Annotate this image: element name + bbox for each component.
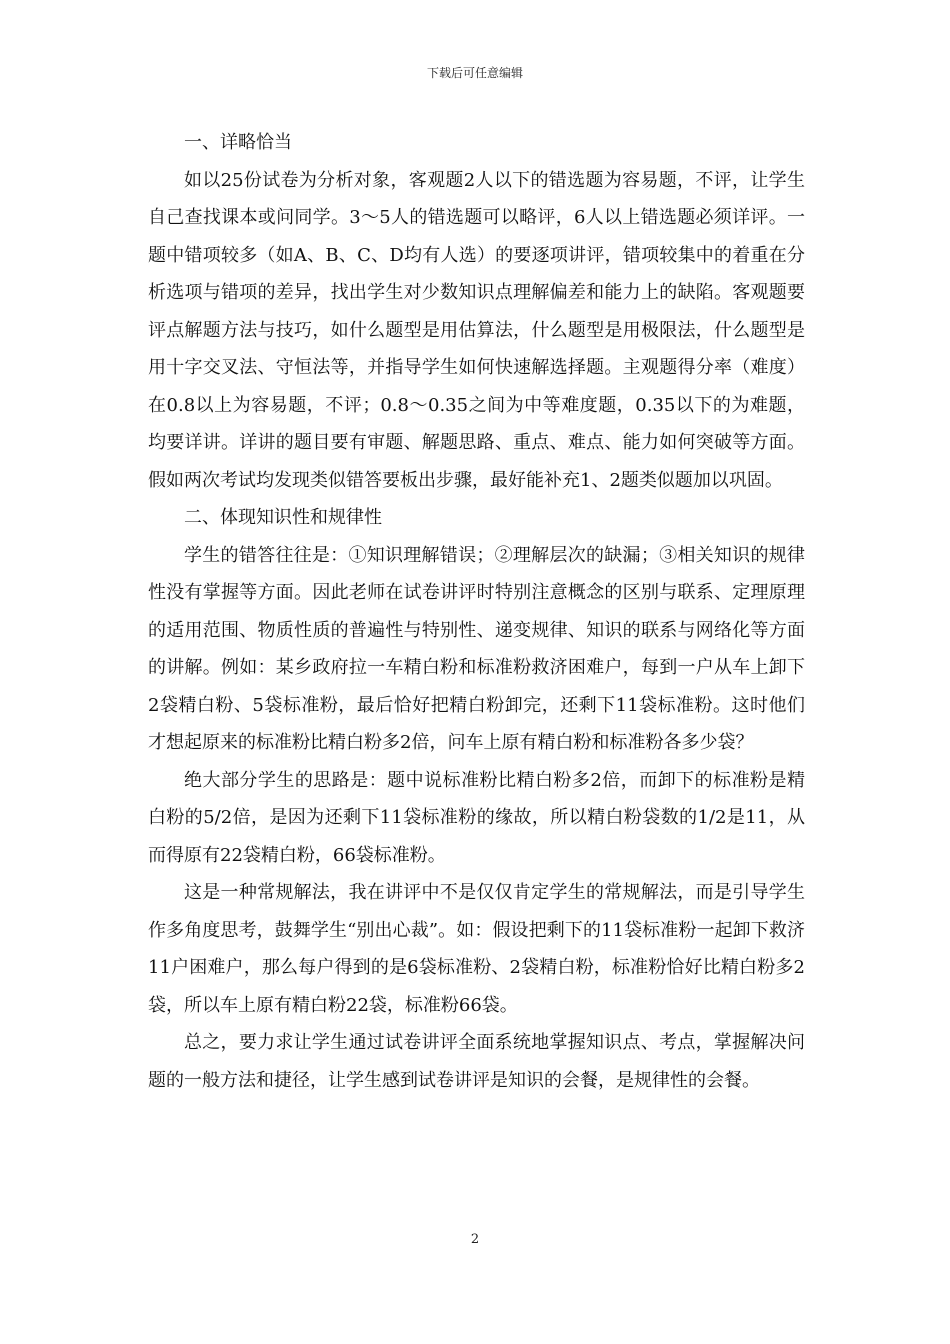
paragraph: 总之，要力求让学生通过试卷讲评全面系统地掌握知识点、考点，掌握解决问题的一般方法和捷径，让学生感到试卷讲评是知识的会餐，是规律性的会餐。 xyxy=(148,1032,805,1091)
paragraph: 学生的错答往往是：①知识理解错误；②理解层次的缺漏；③相关知识的规律性没有掌握等方面。因此老师在试卷讲评时特别注意概念的区别与联系、定理原理的适用范围、物质性质的普遍性与特别性、递变规律、知识的联系与网络化等方面的讲解。例如：某乡政府拉一车精白粉和标准粉救济困难户，每到一户从车上卸下2袋精白粉、5袋标准粉，最后恰好把精白粉卸完，还剩下11袋标准粉。这时他们才想起原来的标准粉比精白粉多2倍，问车上原有精白粉和标准粉各多少袋？ xyxy=(148,544,805,753)
paragraph: 如以25份试卷为分析对象，客观题2人以下的错选题为容易题，不评，让学生自己查找课本或问同学。3～5人的错选题可以略评，6人以上错选题必须详评。一题中错项较多（如A、B、C、D均有人选）的要逐项讲评，错项较集中的着重在分析选项与错项的差异，找出学生对少数知识点理解偏差和能力上的缺陷。客观题要评点解题方法与技巧，如什么题型是用估算法，什么题型是用极限法，什么题型是用十字交叉法、守恒法等，并指导学生如何快速解选择题。主观题得分率（难度）在0.8以上为容易题，不评；0.8～0.35之间为中等难度题，0.35以下的为难题，均要详讲。详讲的题目要有审题、解题思路、重点、难点、能力如何突破等方面。假如两次考试均发现类似错答要板出步骤，最好能补充1、2题类似题加以巩固。 xyxy=(148,169,805,491)
page-header: 下载后可任意编辑 xyxy=(426,66,523,80)
page-number: 2 xyxy=(470,1232,480,1247)
section-heading: 二、体现知识性和规律性 xyxy=(184,507,382,528)
document-body xyxy=(148,124,805,1099)
section-heading: 一、详略恰当 xyxy=(184,132,292,153)
paragraph: 这是一种常规解法，我在讲评中不是仅仅肯定学生的常规解法，而是引导学生作多角度思考，鼓舞学生“别出心裁”。如：假设把剩下的11袋标准粉一起卸下救济11户困难户，那么每户得到的是6袋标准粉、2袋精白粉，标准粉恰好比精白粉多2袋，所以车上原有精白粉22袋，标准粉66袋。 xyxy=(148,882,805,1016)
paragraph: 绝大部分学生的思路是：题中说标准粉比精白粉多2倍，而卸下的标准粉是精白粉的5/2倍，是因为还剩下11袋标准粉的缘故，所以精白粉袋数的1/2是11，从而得原有22袋精白粉，66袋标准粉。 xyxy=(148,769,805,866)
